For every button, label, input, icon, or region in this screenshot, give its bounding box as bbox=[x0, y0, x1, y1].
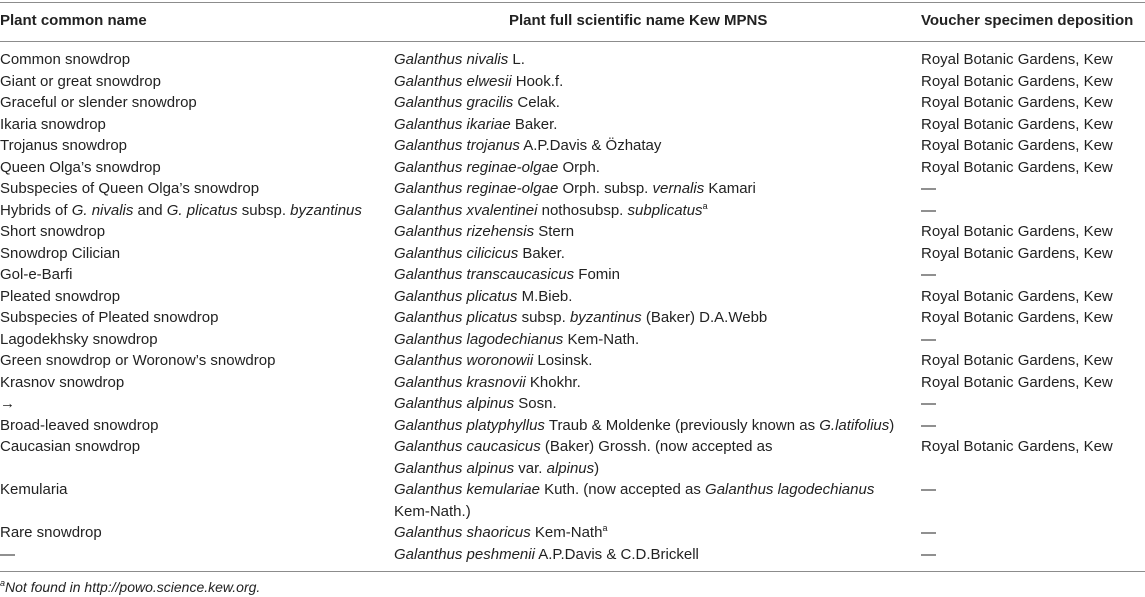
sci-italic: Galanthus elwesii bbox=[394, 72, 512, 90]
cell-voucher: Royal Botanic Gardens, Kew bbox=[921, 373, 1113, 391]
cell-scientific bbox=[394, 286, 914, 308]
sci-italic: Galanthus kemulariae bbox=[394, 481, 540, 498]
cell-common bbox=[0, 200, 385, 222]
cell-scientific bbox=[394, 307, 914, 329]
common-italic: byzantinus bbox=[290, 201, 362, 219]
cell-common: Pleated snowdrop bbox=[0, 287, 121, 305]
sci-rest: Baker. bbox=[518, 244, 565, 262]
sci-rest: Kuth. (now accepted as bbox=[539, 481, 706, 498]
table-row bbox=[0, 436, 1145, 479]
cell-voucher: — bbox=[921, 481, 936, 498]
cell-scientific bbox=[394, 479, 914, 522]
cell-voucher: Royal Botanic Gardens, Kew bbox=[921, 51, 1113, 68]
sci-rest-2: (Baker) D.A.Webb bbox=[641, 309, 768, 326]
cell-common: Subspecies of Pleated snowdrop bbox=[0, 309, 219, 326]
sci-line2-italic-2: alpinus bbox=[546, 459, 595, 477]
sci-rest: L. bbox=[508, 51, 525, 68]
cell-common: Graceful or slender snowdrop bbox=[0, 94, 197, 111]
cell-common: Gol-e-Barfi bbox=[0, 266, 73, 283]
sci-italic-2: vernalis bbox=[652, 180, 705, 197]
header-scientific-name: Plant full scientific name Kew MPNS bbox=[509, 12, 768, 29]
cell-scientific bbox=[394, 221, 914, 243]
cell-common: Broad-leaved snowdrop bbox=[0, 416, 159, 434]
common-text: and bbox=[133, 201, 167, 219]
cell-voucher: — bbox=[921, 180, 936, 197]
common-italic: G. plicatus bbox=[166, 201, 238, 219]
sci-italic: Galanthus caucasicus bbox=[394, 438, 541, 455]
sci-italic: Galanthus krasnovii bbox=[394, 373, 526, 391]
sci-rest: Losinsk. bbox=[533, 352, 593, 369]
sci-italic: Galanthus reginae-olgae bbox=[394, 180, 559, 197]
sci-italic: Galanthus reginae-olgae bbox=[394, 158, 559, 176]
cell-common: Green snowdrop or Woronow’s snowdrop bbox=[0, 352, 276, 369]
sci-rest: Kem-Nath. bbox=[563, 330, 640, 348]
sci-italic: Galanthus shaoricus bbox=[394, 524, 531, 541]
cell-common: Queen Olga’s snowdrop bbox=[0, 158, 161, 176]
cell-common: Subspecies of Queen Olga’s snowdrop bbox=[0, 180, 260, 197]
cell-scientific bbox=[394, 178, 914, 200]
cell-common: Ikaria snowdrop bbox=[0, 115, 106, 133]
cell-scientific bbox=[394, 243, 914, 265]
table-row bbox=[0, 49, 1145, 71]
sci-rest: A.P.Davis & C.D.Brickell bbox=[534, 545, 699, 563]
table-row bbox=[0, 221, 1145, 243]
cell-common: Short snowdrop bbox=[0, 223, 106, 240]
cell-voucher: Royal Botanic Gardens, Kew bbox=[921, 438, 1113, 455]
table-bottom-rule bbox=[0, 571, 1145, 572]
table-top-rule bbox=[0, 2, 1145, 3]
cell-scientific bbox=[394, 49, 914, 71]
common-text: subsp. bbox=[237, 201, 291, 219]
cell-voucher: Royal Botanic Gardens, Kew bbox=[921, 72, 1113, 90]
table-row bbox=[0, 92, 1145, 114]
sci-rest: Hook.f. bbox=[511, 72, 564, 90]
cell-voucher: — bbox=[921, 330, 936, 348]
cell-common: Snowdrop Cilician bbox=[0, 244, 121, 262]
cell-common: Caucasian snowdrop bbox=[0, 438, 141, 455]
cell-voucher: — bbox=[921, 545, 936, 563]
cell-voucher: Royal Botanic Gardens, Kew bbox=[921, 352, 1113, 369]
sci-rest: subsp. bbox=[517, 309, 570, 326]
footnote-marker: a bbox=[702, 200, 708, 211]
sci-italic-2: byzantinus bbox=[569, 309, 642, 326]
cell-scientific bbox=[394, 350, 914, 372]
sci-italic-2: subplicatus bbox=[627, 201, 703, 219]
table-row bbox=[0, 415, 1145, 437]
table-row bbox=[0, 114, 1145, 136]
sci-italic: Galanthus peshmenii bbox=[394, 545, 535, 563]
cell-voucher: — bbox=[921, 524, 936, 541]
sci-italic-2: G.latifolius bbox=[819, 416, 890, 434]
table-row bbox=[0, 544, 1145, 566]
sci-rest: Celak. bbox=[513, 94, 560, 111]
cell-scientific bbox=[394, 393, 914, 415]
sci-line2-rest: var. bbox=[514, 459, 547, 477]
table-row bbox=[0, 243, 1145, 265]
table-row bbox=[0, 479, 1145, 522]
cell-voucher: — bbox=[921, 416, 936, 434]
header-common-name: Plant common name bbox=[0, 12, 147, 29]
sci-rest: Fomin bbox=[574, 266, 620, 283]
table-row bbox=[0, 135, 1145, 157]
sci-italic: Galanthus alpinus bbox=[394, 395, 515, 412]
cell-common: → bbox=[0, 395, 15, 412]
sci-italic: Galanthus rizehensis bbox=[394, 223, 535, 240]
cell-scientific bbox=[394, 415, 914, 437]
sci-italic: Galanthus plicatus bbox=[394, 309, 518, 326]
cell-scientific bbox=[394, 544, 914, 566]
table-row bbox=[0, 286, 1145, 308]
common-text: Hybrids of bbox=[0, 201, 72, 219]
sci-italic: Galanthus transcaucasicus bbox=[394, 266, 575, 283]
table-row bbox=[0, 329, 1145, 351]
sci-italic: Galanthus nivalis bbox=[394, 51, 509, 68]
sci-line2-rest: Kem-Nath.) bbox=[394, 502, 471, 520]
cell-voucher: Royal Botanic Gardens, Kew bbox=[921, 115, 1113, 133]
cell-scientific bbox=[394, 71, 914, 93]
table-row bbox=[0, 264, 1145, 286]
sci-rest: M.Bieb. bbox=[517, 287, 573, 305]
cell-scientific bbox=[394, 135, 914, 157]
cell-common: Krasnov snowdrop bbox=[0, 373, 125, 391]
table-row bbox=[0, 200, 1145, 222]
table-row bbox=[0, 372, 1145, 394]
cell-voucher: Royal Botanic Gardens, Kew bbox=[921, 309, 1113, 326]
cell-common: Trojanus snowdrop bbox=[0, 137, 128, 154]
sci-italic: Galanthus platyphyllus bbox=[394, 416, 545, 434]
cell-common: Rare snowdrop bbox=[0, 524, 102, 541]
sci-line2-rest-2: ) bbox=[594, 459, 600, 477]
table-row bbox=[0, 157, 1145, 179]
sci-rest: Orph. subsp. bbox=[558, 180, 653, 197]
sci-rest: Khokhr. bbox=[525, 373, 581, 391]
table-row bbox=[0, 522, 1145, 544]
table-body bbox=[0, 49, 1145, 565]
cell-voucher: Royal Botanic Gardens, Kew bbox=[921, 137, 1113, 154]
cell-common: Kemularia bbox=[0, 481, 68, 498]
cell-scientific bbox=[394, 157, 914, 179]
cell-voucher: Royal Botanic Gardens, Kew bbox=[921, 94, 1113, 111]
cell-voucher: — bbox=[921, 266, 936, 283]
cell-voucher: — bbox=[921, 395, 936, 412]
cell-scientific bbox=[394, 92, 914, 114]
cell-common: Common snowdrop bbox=[0, 51, 131, 68]
cell-scientific bbox=[394, 200, 914, 222]
table-row bbox=[0, 178, 1145, 200]
table-footnote bbox=[0, 578, 260, 596]
table-row bbox=[0, 350, 1145, 372]
sci-rest: nothosubsp. bbox=[537, 201, 628, 219]
sci-italic: Galanthus woronowii bbox=[394, 352, 534, 369]
cell-scientific bbox=[394, 114, 914, 136]
common-italic: G. nivalis bbox=[71, 201, 134, 219]
cell-common: Giant or great snowdrop bbox=[0, 72, 161, 90]
cell-voucher: Royal Botanic Gardens, Kew bbox=[921, 158, 1113, 176]
sci-rest: Stern bbox=[534, 223, 575, 240]
footnote-marker: a bbox=[602, 523, 608, 533]
cell-scientific bbox=[394, 436, 914, 479]
cell-voucher: Royal Botanic Gardens, Kew bbox=[921, 223, 1113, 240]
cell-common: — bbox=[0, 545, 15, 563]
table-row bbox=[0, 393, 1145, 415]
sci-italic-2: Galanthus lagodechianus bbox=[705, 481, 875, 498]
header-rule bbox=[0, 41, 1145, 42]
sci-rest: (Baker) Grossh. (now accepted as bbox=[540, 438, 773, 455]
sci-italic: Galanthus gracilis bbox=[394, 94, 514, 111]
sci-rest: Baker. bbox=[510, 115, 558, 133]
cell-scientific bbox=[394, 522, 914, 544]
cell-voucher: Royal Botanic Gardens, Kew bbox=[921, 244, 1113, 262]
table-row bbox=[0, 307, 1145, 329]
sci-rest: Traub & Moldenke (previously known as bbox=[544, 416, 820, 434]
cell-voucher: Royal Botanic Gardens, Kew bbox=[921, 287, 1113, 305]
cell-common: Lagodekhsky snowdrop bbox=[0, 330, 158, 348]
footnote-marker: a bbox=[0, 578, 6, 588]
footnote-text: Not found in http://powo.science.kew.org. bbox=[5, 579, 261, 595]
sci-italic: Galanthus cilicicus bbox=[394, 244, 519, 262]
cell-voucher: — bbox=[921, 201, 936, 219]
sci-italic: Galanthus xvalentinei bbox=[394, 201, 538, 219]
sci-rest-2: Kamari bbox=[704, 180, 756, 197]
cell-scientific bbox=[394, 329, 914, 351]
sci-rest: Sosn. bbox=[514, 395, 557, 412]
sci-rest-2: ) bbox=[889, 416, 895, 434]
sci-rest: Kem-Nath bbox=[530, 524, 603, 541]
cell-scientific bbox=[394, 264, 914, 286]
sci-rest: Orph. bbox=[558, 158, 600, 176]
sci-line2-italic: Galanthus alpinus bbox=[394, 459, 515, 477]
table-row bbox=[0, 71, 1145, 93]
sci-italic: Galanthus plicatus bbox=[394, 287, 518, 305]
header-voucher: Voucher specimen deposition bbox=[921, 12, 1134, 29]
sci-italic: Galanthus lagodechianus bbox=[394, 330, 564, 348]
cell-scientific bbox=[394, 372, 914, 394]
sci-italic: Galanthus trojanus bbox=[394, 137, 520, 154]
sci-rest: A.P.Davis & Özhatay bbox=[519, 137, 662, 154]
sci-italic: Galanthus ikariae bbox=[394, 115, 511, 133]
